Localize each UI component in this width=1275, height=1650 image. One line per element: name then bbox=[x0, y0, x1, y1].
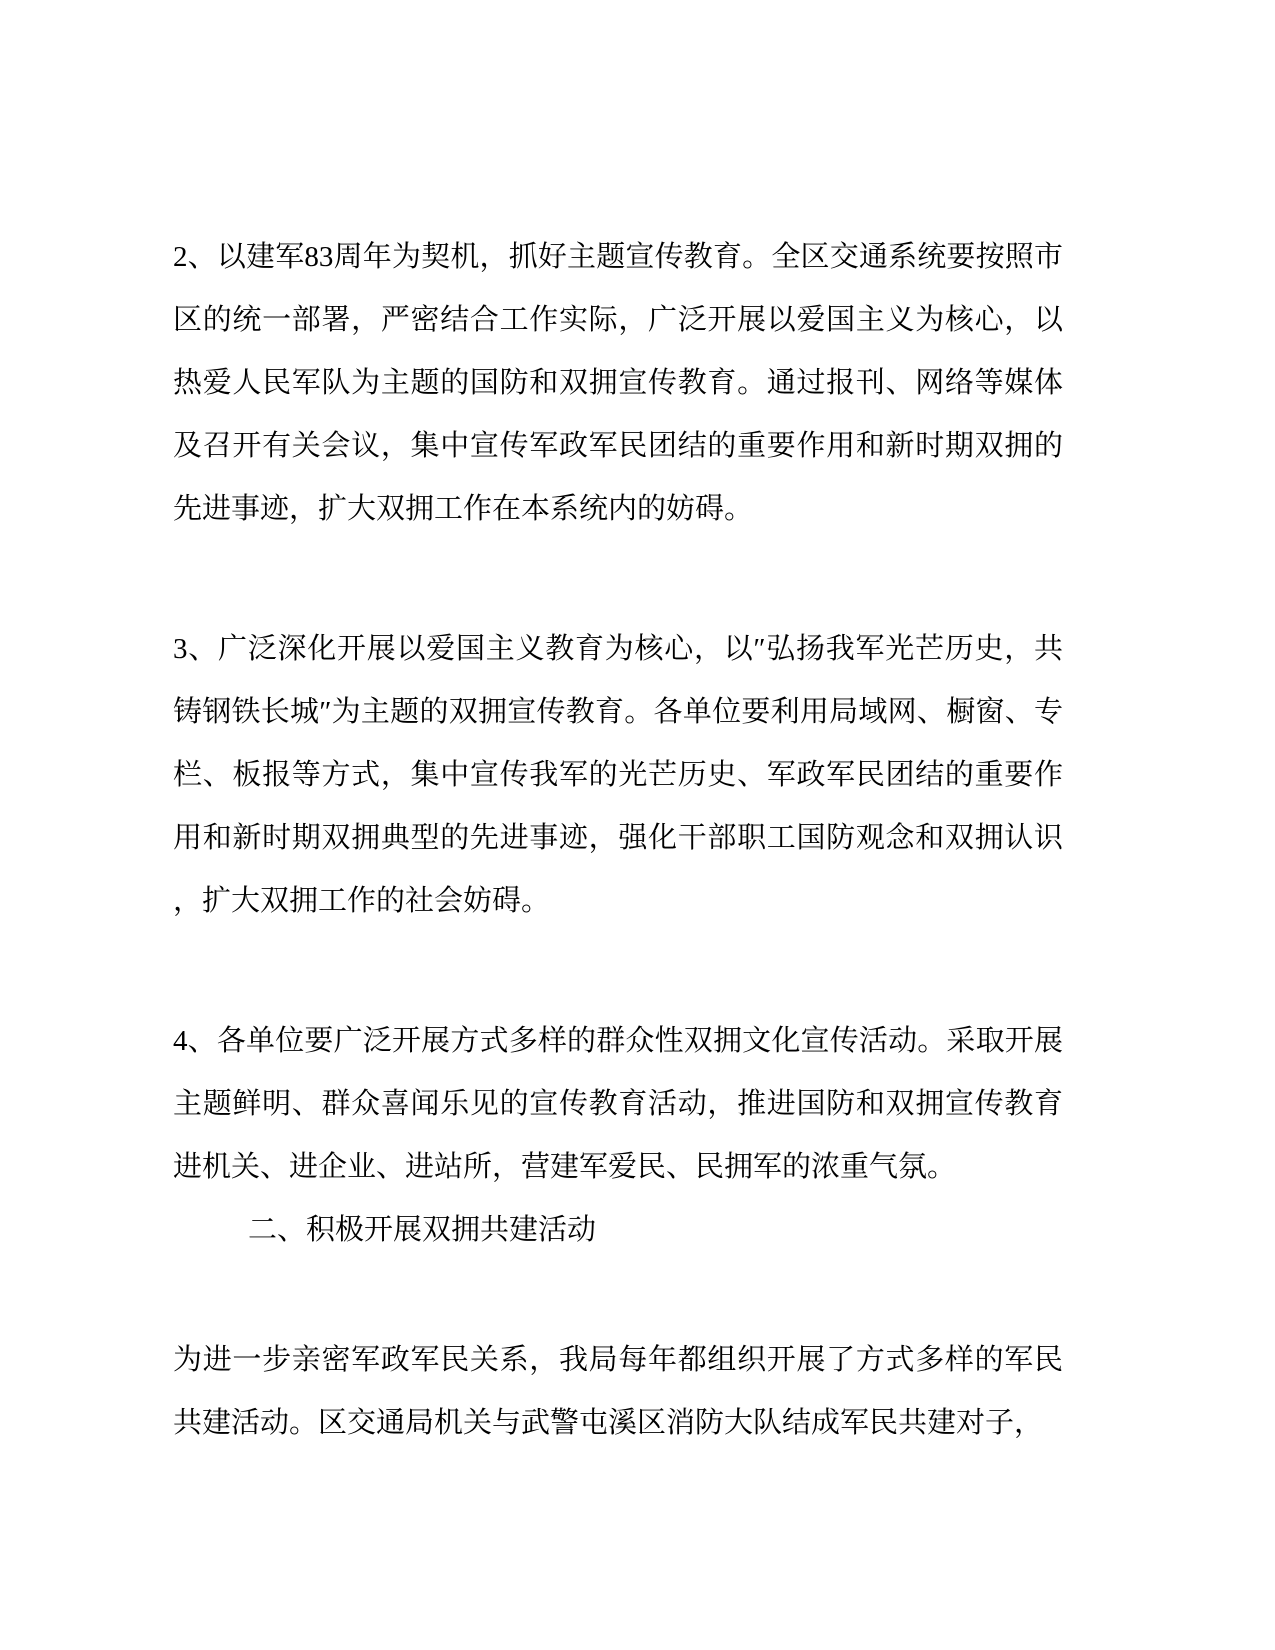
text-line: 进机关、进企业、进站所，营建军爱民、民拥军的浓重气氛。 bbox=[173, 1151, 957, 1183]
text-line: 先进事迹，扩大双拥工作在本系统内的妨碍。 bbox=[173, 493, 754, 525]
text-line: 及召开有关会议，集中宣传军政军民团结的重要作用和新时期双拥的 bbox=[173, 430, 1063, 462]
text-line: 铸钢铁长城″为主题的双拥宣传教育。各单位要利用局域网、橱窗、专 bbox=[173, 696, 1063, 728]
document-body-text bbox=[173, 226, 1063, 1455]
text-line: 栏、板报等方式，集中宣传我军的光芒历史、军政军民团结的重要作 bbox=[173, 759, 1063, 791]
paragraph-4 bbox=[173, 1010, 1063, 1199]
text-line: ，扩大双拥工作的社会妨碍。 bbox=[173, 885, 551, 917]
text-line: 热爱人民军队为主题的国防和双拥宣传教育。通过报刊、网络等媒体 bbox=[173, 367, 1063, 399]
text-line: 区的统一部署，严密结合工作实际，广泛开展以爱国主义为核心，以 bbox=[173, 304, 1063, 336]
paragraph-closing bbox=[173, 1329, 1063, 1455]
text-line: 3、广泛深化开展以爱国主义教育为核心，以″弘扬我军光芒历史，共 bbox=[173, 633, 1063, 665]
text-line: 2、以建军83周年为契机，抓好主题宣传教育。全区交通系统要按照市 bbox=[173, 241, 1063, 273]
text-line: 4、各单位要广泛开展方式多样的群众性双拥文化宣传活动。采取开展 bbox=[173, 1025, 1063, 1057]
text-line: 用和新时期双拥典型的先进事迹，强化干部职工国防观念和双拥认识 bbox=[173, 822, 1063, 854]
text-line: 共建活动。区交通局机关与武警屯溪区消防大队结成军民共建对子， bbox=[173, 1407, 1044, 1439]
paragraph-3 bbox=[173, 618, 1063, 933]
text-line: 为进一步亲密军政军民关系，我局每年都组织开展了方式多样的军民 bbox=[173, 1344, 1063, 1376]
section-2-heading: 二、积极开展双拥共建活动 bbox=[248, 1214, 597, 1246]
text-line: 主题鲜明、群众喜闻乐见的宣传教育活动，推进国防和双拥宣传教育 bbox=[173, 1088, 1063, 1120]
paragraph-2 bbox=[173, 226, 1063, 541]
